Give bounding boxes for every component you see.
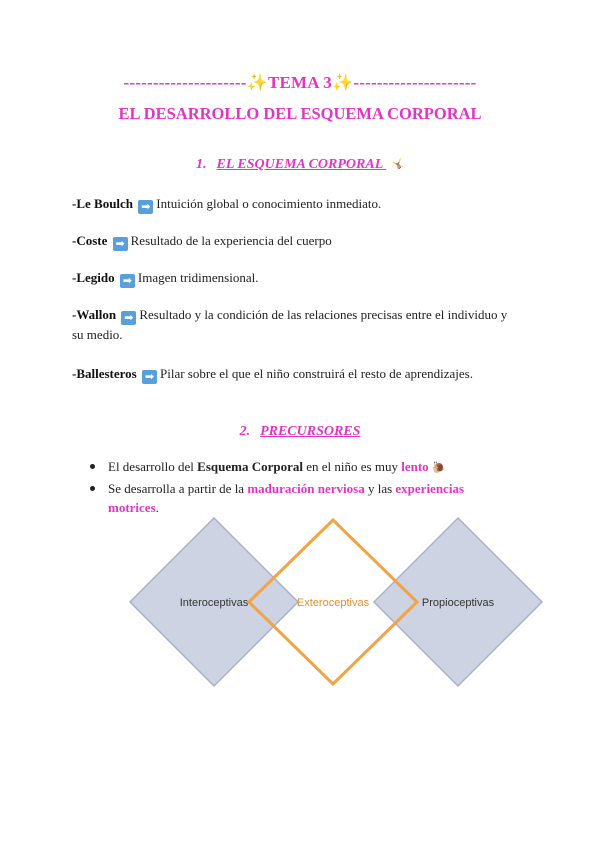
section-title: EL ESQUEMA CORPORAL <box>216 157 383 172</box>
text-fragment: El desarrollo del <box>108 459 198 474</box>
arrow-right-icon: ➡ <box>120 274 135 288</box>
text-bold: Esquema Corporal <box>197 459 303 474</box>
definition-item <box>72 364 512 384</box>
arrow-right-icon: ➡ <box>121 311 136 325</box>
definition-text: Pilar sobre el que el niño construirá el resto de aprendizajes. <box>160 366 473 381</box>
text-fragment: Se desarrolla a partir de la <box>108 481 248 496</box>
definition-author: -Coste <box>72 233 108 248</box>
definition-author: -Legido <box>72 270 115 285</box>
section-number: 1. <box>196 157 207 172</box>
definition-text: Intuición global o conocimiento inmediato. <box>156 196 382 211</box>
arrow-right-icon: ➡ <box>142 370 157 384</box>
gymnast-icon: 🤸 <box>390 158 404 171</box>
definition-text: Resultado de la experiencia del cuerpo <box>130 233 332 248</box>
text-highlight: maduración nerviosa <box>247 481 365 496</box>
page-subtitle: EL DESARROLLO DEL ESQUEMA CORPORAL <box>118 104 482 123</box>
definition-author: -Wallon <box>72 307 117 322</box>
list-item <box>88 457 518 477</box>
section-title: PRECURSORES <box>260 424 361 439</box>
definition-author: -Le Boulch <box>72 196 134 211</box>
interoceptive-label: Interoceptivas <box>179 597 249 609</box>
exteroceptive-label: Exteroceptivas <box>296 597 370 609</box>
definition-text: Resultado y la condición de las relaciones precisas entre el individuo y su medio. <box>72 307 508 342</box>
snail-icon: 🐌 <box>431 461 446 474</box>
proprioceptive-label: Propioceptivas <box>421 597 495 609</box>
text-highlight: experiencias motrices <box>108 481 464 515</box>
text-fragment: . <box>155 500 159 515</box>
section-heading-1 <box>0 157 600 173</box>
definition-author: -Ballesteros <box>72 366 137 381</box>
bullet-dot-icon <box>90 464 95 469</box>
section-heading-2 <box>0 424 600 440</box>
bullet-dot-icon <box>90 486 95 491</box>
receptors-diagram <box>0 500 600 700</box>
definition-item <box>72 194 512 214</box>
definition-item <box>72 305 512 345</box>
text-highlight: lento <box>401 459 429 474</box>
definition-text: Imagen tridimensional. <box>137 270 259 285</box>
text-fragment: en el niño es muy <box>302 459 402 474</box>
arrow-right-icon: ➡ <box>113 237 128 251</box>
page-title: ---------------------✨TEMA 3✨--------------------- <box>123 73 477 92</box>
arrow-right-icon: ➡ <box>138 200 153 214</box>
definition-item <box>72 268 512 288</box>
section-number: 2. <box>239 424 251 439</box>
text-fragment: y las <box>364 481 396 496</box>
definition-item <box>72 231 512 251</box>
